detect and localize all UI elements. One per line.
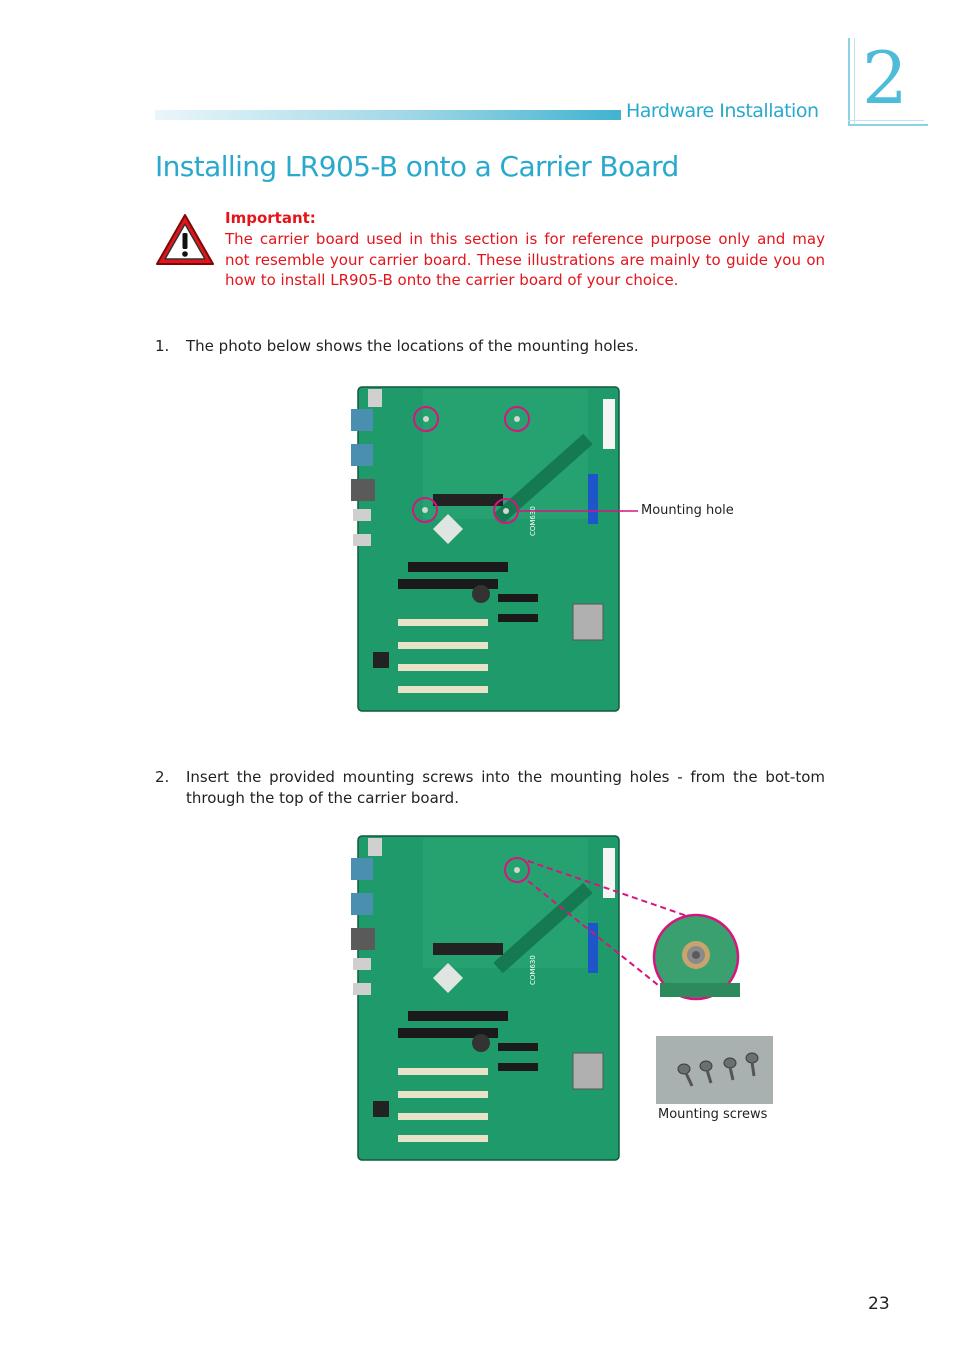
step-number: 2.: [155, 768, 170, 786]
chapter-number: 2: [862, 36, 908, 120]
board-label: COM630: [529, 506, 537, 536]
board-label: COM630: [529, 955, 537, 985]
mounting-hole-label: Mounting hole: [641, 503, 734, 518]
step-text: Insert the provided mounting screws into the mounting holes - from the bot-tom through the top of the carrier board.: [186, 768, 825, 807]
mounting-screws-label: Mounting screws: [658, 1107, 768, 1122]
page-title: Installing LR905-B onto a Carrier Board: [155, 150, 679, 183]
important-heading: Important:: [225, 209, 316, 227]
step-text: The photo below shows the locations of the mounting holes.: [186, 337, 639, 355]
page-number: 23: [868, 1294, 890, 1314]
section-title: Hardware Installation: [626, 100, 819, 122]
zoom-callout: [510, 855, 750, 1005]
mounting-screws-photo: [656, 1036, 773, 1104]
callout-leader: [622, 507, 640, 515]
carrier-board-photo-1: [348, 384, 623, 714]
step-2: [155, 767, 825, 811]
important-text: The carrier board used in this section is for reference purpose only and may not resemble your carrier board. These illustrations are mainly to guide you on how to install LR905-B onto the carrier board of your choice.: [225, 230, 825, 289]
step-number: 1.: [155, 337, 170, 355]
warning-icon: [155, 213, 215, 267]
header-rule: [155, 110, 621, 120]
step-1: [155, 336, 825, 358]
